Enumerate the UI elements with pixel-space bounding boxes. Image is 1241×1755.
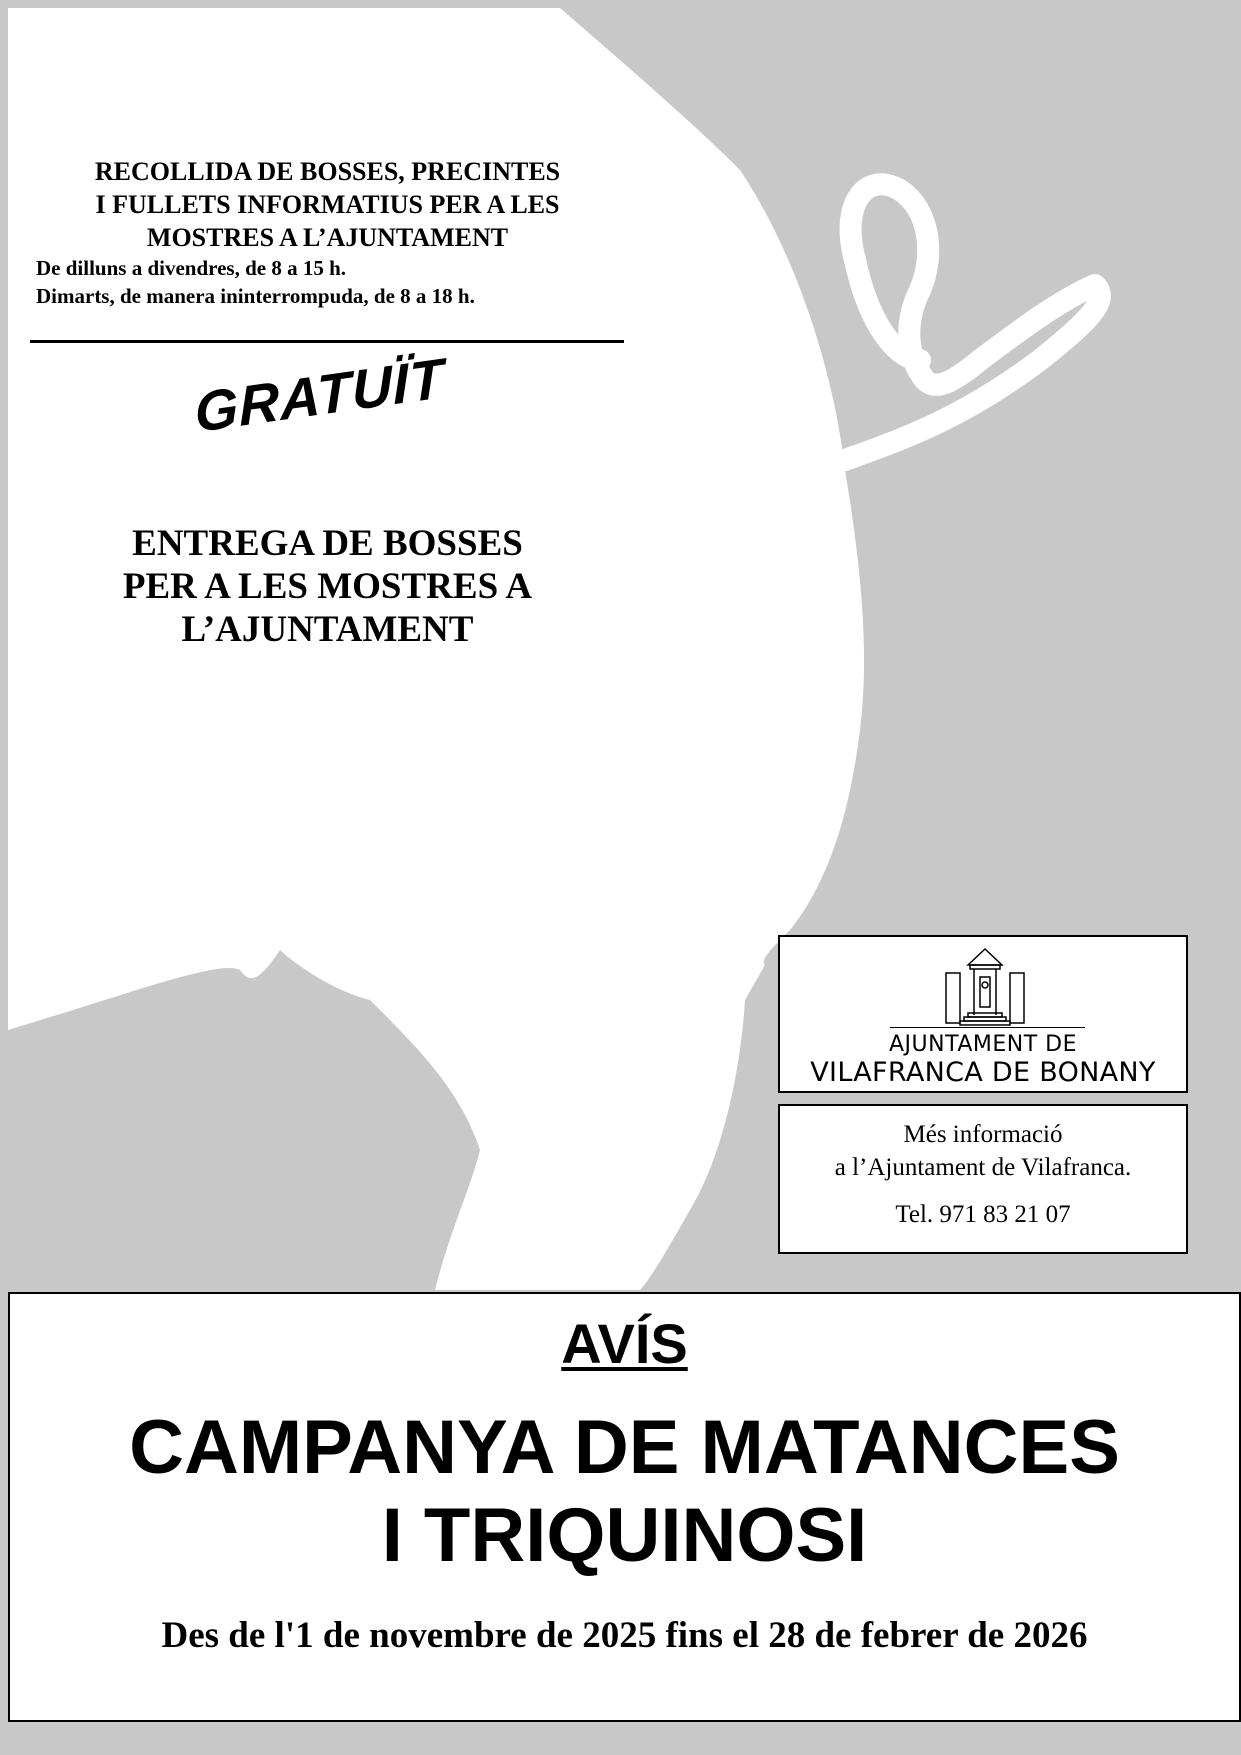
hours-tuesday: Dimarts, de manera ininterrompuda, de 8 a 18 h. <box>36 284 475 308</box>
campaign-dates: Des de l'1 de novembre de 2025 fins el 28 de febrer de 2026 <box>161 1615 1088 1656</box>
hours-weekdays: De dilluns a divendres, de 8 a 15 h. <box>36 256 347 280</box>
town-hall-icon <box>940 945 1030 1027</box>
campaign-title-line: I TRIQUINOSI <box>381 1493 868 1578</box>
collection-title-line: RECOLLIDA DE BOSSES, PRECINTES <box>94 157 561 186</box>
town-hall-logo <box>778 935 1188 1093</box>
collection-title <box>30 155 625 254</box>
logo-text-line1: AJUNTAMENT DE <box>889 1032 1077 1057</box>
divider-line <box>30 340 624 343</box>
collection-title-line: I FULLETS INFORMATIUS PER A LES <box>95 190 560 219</box>
contact-line1: Més informació <box>903 1121 1063 1148</box>
collection-title-line: MOSTRES A L’AJUNTAMENT <box>146 223 509 252</box>
delivery-info <box>95 522 560 651</box>
contact-line2: a l’Ajuntament de Vilafranca. <box>834 1154 1132 1181</box>
contact-phone: Tel. 971 83 21 07 <box>895 1201 1071 1228</box>
campaign-title <box>10 1404 1239 1580</box>
delivery-line: ENTREGA DE BOSSES <box>132 523 523 564</box>
campaign-title-line: CAMPANYA DE MATANCES <box>129 1405 1120 1490</box>
free-label: GRATUÏT <box>193 345 446 445</box>
collection-info <box>30 155 630 310</box>
notice-label: AVÍS <box>561 1312 688 1375</box>
logo-rule <box>890 1027 1085 1028</box>
notice-box <box>8 1292 1241 1722</box>
delivery-line: PER A LES MOSTRES A <box>122 566 533 607</box>
delivery-line: L’AJUNTAMENT <box>181 609 474 650</box>
logo-text-line2: VILAFRANCA DE BONANY <box>810 1057 1156 1088</box>
collection-hours <box>36 254 630 310</box>
contact-box <box>778 1104 1188 1254</box>
